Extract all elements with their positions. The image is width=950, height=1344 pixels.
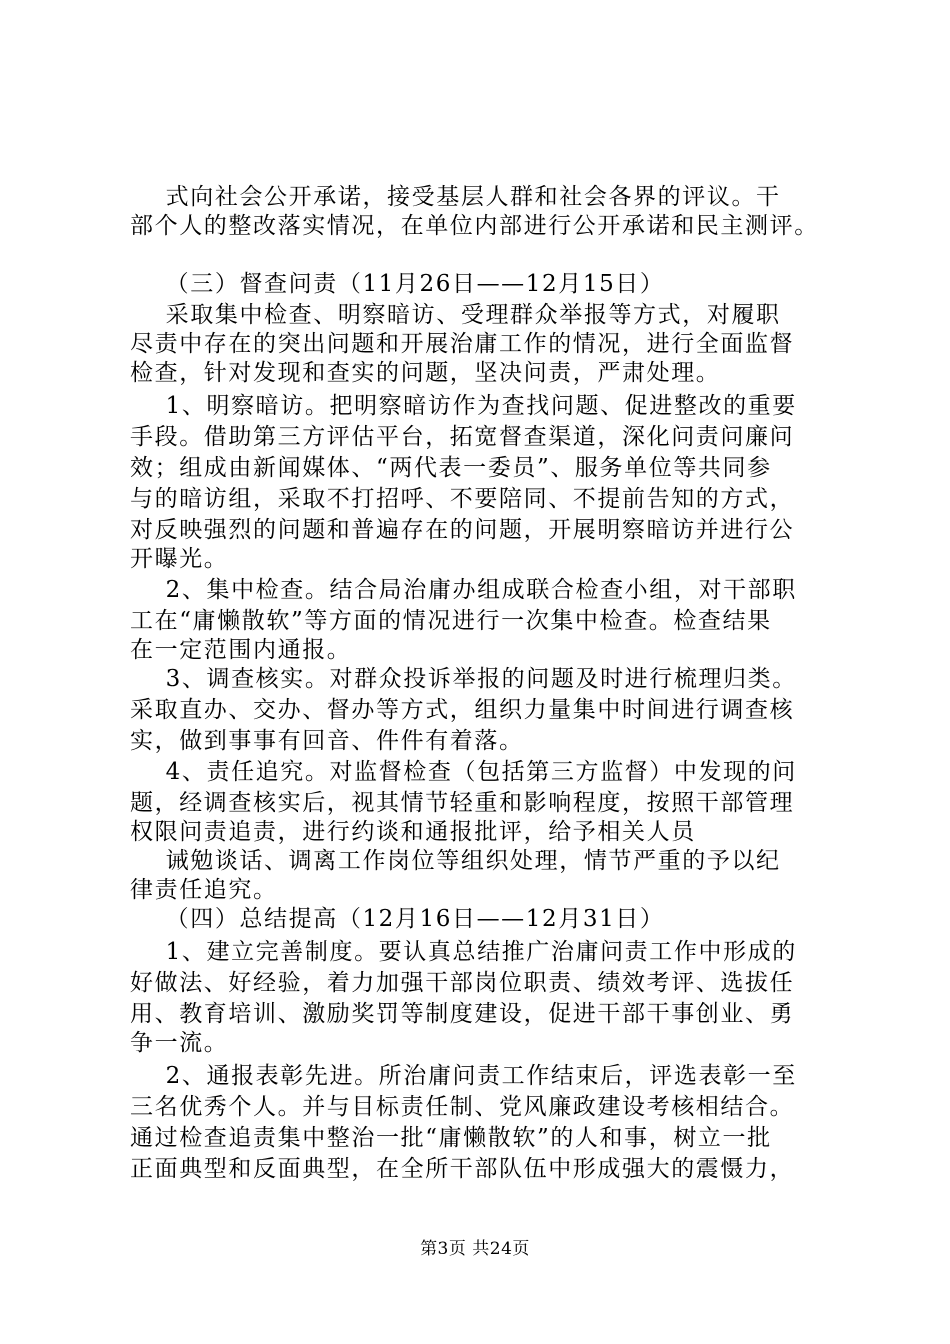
text-line: 采取直办、交办、督办等方式，组织力量集中时间进行调查核 xyxy=(130,697,795,723)
text-line: 实，做到事事有回音、件件有着落。 xyxy=(130,728,524,754)
text-line: 律责任追究。 xyxy=(130,877,278,903)
text-line: 2、集中检查。结合局治庸办组成联合检查小组，对干部职 xyxy=(130,577,797,603)
text-line: 采取集中检查、明察暗访、受理群众举报等方式，对履职 xyxy=(130,302,781,328)
text-line: 工在“庸懒散软”等方面的情况进行一次集中检查。检查结果 xyxy=(130,608,772,634)
text-line: 手段。借助第三方评估平台，拓宽督查渠道，深化问责问廉问 xyxy=(130,424,795,450)
text-line: 式向社会公开承诺，接受基层人群和社会各界的评议。干 xyxy=(130,184,781,210)
text-line: 争一流。 xyxy=(130,1030,229,1056)
section-heading: （三）督查问责（11月26日——12月15日） xyxy=(130,271,665,297)
text-line: 3、调查核实。对群众投诉举报的问题及时进行梳理归类。 xyxy=(130,666,797,692)
page-number-footer: 第3页 共24页 xyxy=(420,1239,530,1259)
text-line: 权限问责追责，进行约谈和通报批评，给予相关人员 xyxy=(130,819,696,845)
text-line: 检查，针对发现和查实的问题，坚决问责，严肃处理。 xyxy=(130,360,721,386)
text-line: 1、明察暗访。把明察暗访作为查找问题、促进整改的重要 xyxy=(130,393,797,419)
text-line: 1、建立完善制度。要认真总结推广治庸问责工作中形成的 xyxy=(130,939,797,965)
text-line: 正面典型和反面典型，在全所干部队伍中形成强大的震慑力， xyxy=(130,1156,795,1182)
text-line: 效；组成由新闻媒体、“两代表一委员”、服务单位等共同参 xyxy=(130,455,772,481)
text-line: 对反映强烈的问题和普遍存在的问题，开展明察暗访并进行公 xyxy=(130,517,795,543)
text-line: 好做法、好经验，着力加强干部岗位职责、绩效考评、选拔任 xyxy=(130,970,795,996)
text-line: 用、教育培训、激励奖罚等制度建设，促进干部干事创业、勇 xyxy=(130,1001,795,1027)
text-line: 2、通报表彰先进。所治庸问责工作结束后，评选表彰一至 xyxy=(130,1063,797,1089)
section-heading: （四）总结提高（12月16日——12月31日） xyxy=(130,906,665,932)
text-line: 题，经调查核实后，视其情节轻重和影响程度，按照干部管理 xyxy=(130,790,795,816)
text-line: 尽责中存在的突出问题和开展治庸工作的情况，进行全面监督 xyxy=(130,331,795,357)
text-line: 三名优秀个人。并与目标责任制、党风廉政建设考核相结合。 xyxy=(130,1094,795,1120)
text-line: 诫勉谈话、调离工作岗位等组织处理，情节严重的予以纪 xyxy=(130,848,781,874)
text-line: 开曝光。 xyxy=(130,546,229,572)
text-line: 4、责任追究。对监督检查（包括第三方监督）中发现的问 xyxy=(130,759,797,785)
text-line: 部个人的整改落实情况，在单位内部进行公开承诺和民主测评。 xyxy=(130,213,819,239)
text-line: 与的暗访组，采取不打招呼、不要陪同、不提前告知的方式， xyxy=(130,486,795,512)
text-line: 在一定范围内通报。 xyxy=(130,637,352,663)
text-line: 通过检查追责集中整治一批“庸懒散软”的人和事，树立一批 xyxy=(130,1125,772,1151)
